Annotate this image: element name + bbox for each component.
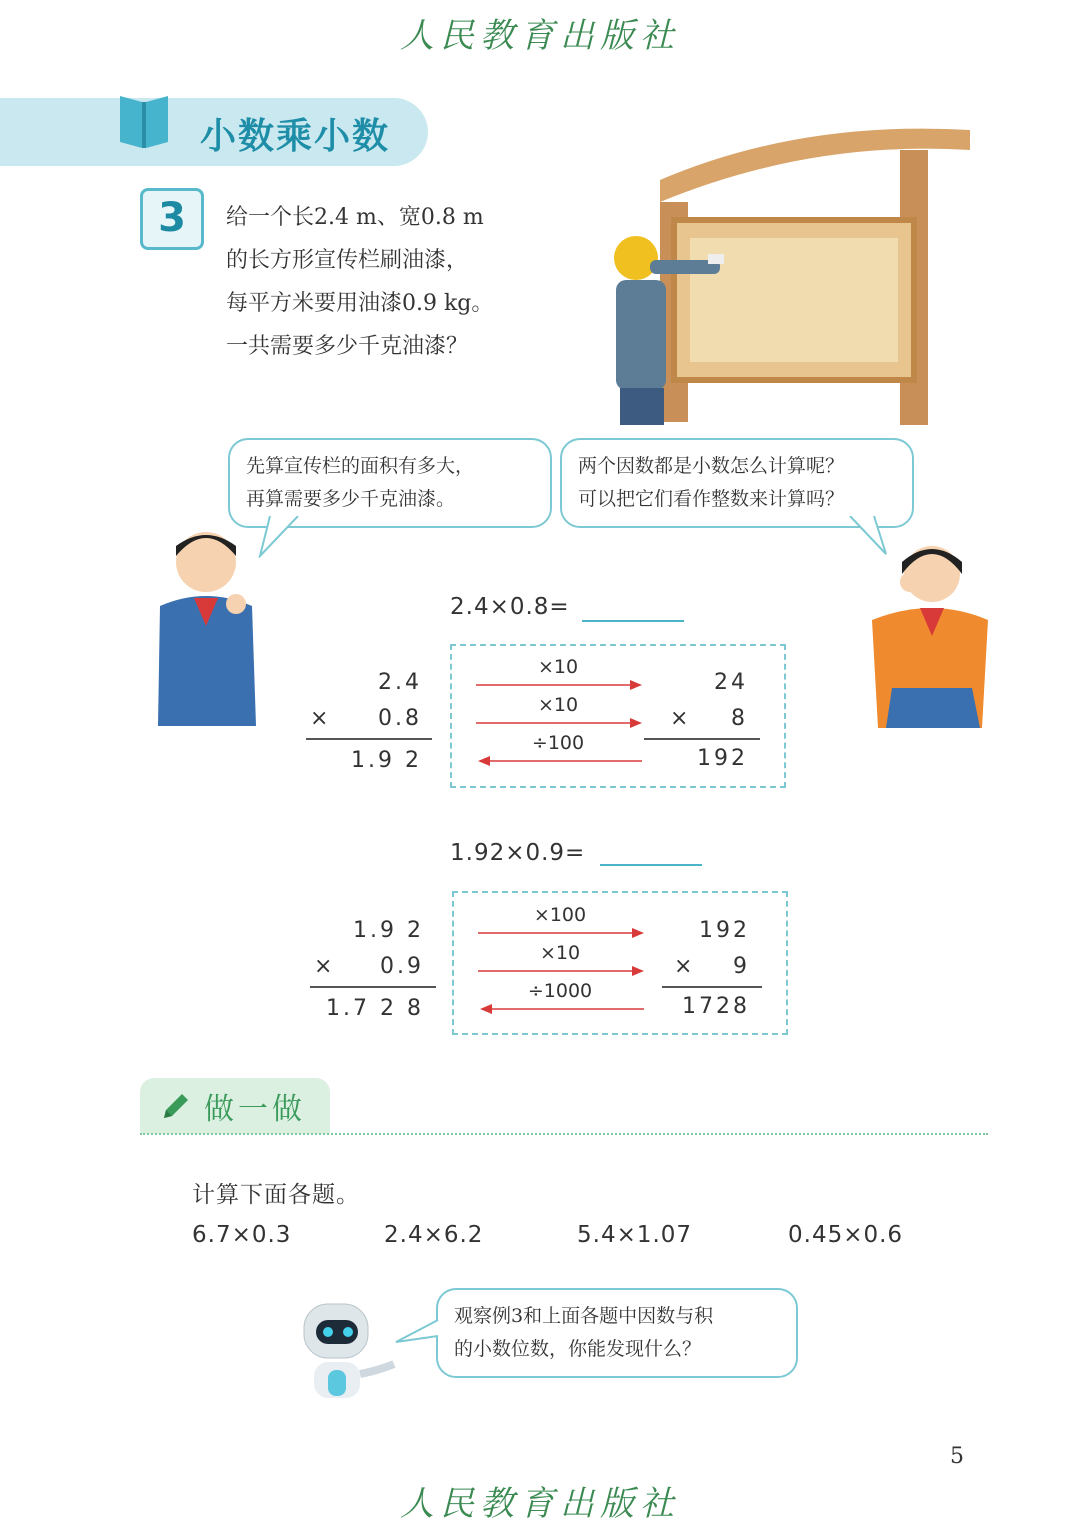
arrow-label: ×10	[537, 694, 579, 716]
book-icon	[116, 86, 172, 154]
bubble-line: 观察例3和上面各题中因数与积	[454, 1305, 714, 1327]
decimal-factor-bottom: 0.8	[378, 706, 422, 731]
integer-factor-bottom: 9	[733, 954, 750, 979]
multiply-sign: ×	[674, 954, 696, 979]
integer-factor-top: 192	[699, 918, 750, 943]
vertical-rule	[644, 738, 760, 740]
integer-product: 192	[697, 746, 748, 771]
bubble-line: 先算宣传栏的面积有多大，	[246, 455, 475, 477]
bubble-line: 再算需要多少千克油漆。	[246, 488, 456, 510]
pencil-icon	[158, 1090, 192, 1128]
problem-line: 的长方形宣传栏刷油漆，	[226, 248, 469, 273]
robot-speech-bubble	[436, 1288, 798, 1378]
decimal-factor-top: 1.9 2	[353, 918, 424, 943]
answer-blank-2[interactable]	[600, 862, 702, 866]
right-arrow-icon	[476, 676, 644, 695]
decimal-factor-bottom: 0.9	[380, 954, 424, 979]
decimal-product: 1.7 2 8	[326, 996, 424, 1021]
publisher-watermark-top: 人民教育出版社	[400, 16, 680, 56]
vertical-rule	[310, 986, 436, 988]
bubble-line: 的小数位数，你能发现什么？	[454, 1338, 702, 1360]
answer-blank-1[interactable]	[582, 618, 684, 622]
integer-factor-bottom: 8	[731, 706, 748, 731]
problem-line: 每平方米要用油漆0.9 kg。	[226, 291, 494, 316]
integer-factor-top: 24	[714, 670, 748, 695]
bubble-tail-robot	[394, 1318, 440, 1352]
multiply-sign: ×	[310, 706, 332, 731]
arrow-label: ×100	[533, 904, 587, 926]
decimal-factor-top: 2.4	[378, 670, 422, 695]
right-arrow-icon	[478, 924, 646, 943]
integer-product: 1728	[682, 994, 750, 1019]
decimal-product: 1.9 2	[351, 748, 422, 773]
equation-2: 1.92×0.9=	[450, 840, 586, 866]
bubble-line: 可以把它们看作整数来计算吗？	[578, 488, 845, 510]
practice-problem: 0.45×0.6	[788, 1222, 904, 1248]
equation-1: 2.4×0.8=	[450, 594, 570, 620]
example-number: 3	[140, 188, 204, 250]
page-number: 5	[950, 1444, 964, 1469]
vertical-rule	[306, 738, 432, 740]
arrow-label: ÷100	[531, 732, 585, 754]
left-arrow-icon	[478, 1000, 646, 1019]
problem-line: 一共需要多少千克油漆？	[226, 334, 469, 359]
arrow-label: ×10	[539, 942, 581, 964]
problem-line: 给一个长2.4 m、宽0.8 m	[226, 205, 484, 230]
practice-instruction: 计算下面各题。	[192, 1182, 360, 1208]
left-arrow-icon	[476, 752, 644, 771]
vertical-rule	[662, 986, 762, 988]
practice-problem: 6.7×0.3	[192, 1222, 292, 1248]
boy-student-illustration	[156, 526, 266, 730]
right-arrow-icon	[478, 962, 646, 981]
girl-student-illustration	[862, 538, 992, 732]
practice-problem: 5.4×1.07	[577, 1222, 693, 1248]
example-problem-text	[226, 196, 556, 368]
multiply-sign: ×	[670, 706, 692, 731]
multiply-sign: ×	[314, 954, 336, 979]
arrow-label: ÷1000	[527, 980, 593, 1002]
bubble-line: 两个因数都是小数怎么计算呢？	[578, 455, 845, 477]
section-divider	[140, 1133, 988, 1135]
worker-painting-illustration	[600, 110, 980, 429]
robot-illustration	[300, 1300, 400, 1404]
speech-bubble-left	[228, 438, 552, 528]
publisher-watermark-bottom: 人民教育出版社	[400, 1484, 680, 1524]
right-arrow-icon	[476, 714, 644, 733]
practice-title: 做一做	[204, 1092, 306, 1127]
arrow-label: ×10	[537, 656, 579, 678]
practice-problem: 2.4×6.2	[384, 1222, 484, 1248]
section-title: 小数乘小数	[200, 116, 391, 157]
speech-bubble-right	[560, 438, 914, 528]
